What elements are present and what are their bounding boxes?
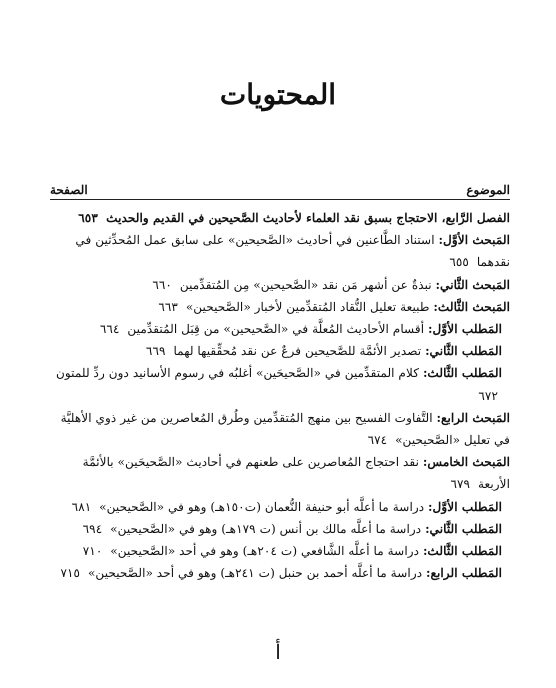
entry-text: كلام المتقدِّمين في «الصَّحيحَين» أغلبُه في رسوم الأسانيد دون ردِّ للمتون [55, 366, 420, 381]
toc-entry [48, 451, 510, 495]
toc-entry [48, 540, 510, 562]
entry-page: ٦٥٣ [78, 211, 98, 225]
entry-page: ٦٦٣ [158, 299, 178, 314]
entry-label: المَطلب الأوَّل: [428, 322, 502, 337]
toc-entry [48, 562, 510, 584]
entry-text: تصدير الأئمَّة للصَّحيحين فرعٌ عن نقد مُحقِّقيها لهما [173, 344, 422, 359]
header-divider [50, 199, 510, 200]
toc-entry [48, 296, 510, 318]
entry-label: المَبحث الثَّاني: [435, 277, 510, 292]
entry-label: المَبحث الخامس: [422, 455, 510, 470]
entry-page: ٦٧٢ [478, 388, 498, 403]
entry-page: ٦٦٠ [152, 277, 172, 292]
entry-label: المَطلب الثَّالث: [422, 544, 502, 559]
entry-text: استناد الطَّاعنين في أحاديث «الصَّحيحين» على سابق عمل المُحدِّثين في نقدهما [75, 233, 510, 270]
toc-header [50, 178, 510, 200]
toc-entry [48, 518, 510, 540]
toc-entry [48, 274, 510, 296]
toc-entry-chapter-4 [48, 207, 510, 229]
entry-label: المَبحث الرابع: [436, 410, 510, 425]
entry-text: دراسة ما أعلَّه مالك بن أنس (ت ١٧٩هـ) وهو في «الصَّحيحين» [110, 521, 422, 536]
toc-entry [48, 229, 510, 273]
page-column-header: الصفحة [50, 183, 88, 197]
entry-page: ٦٩٤ [82, 521, 103, 536]
entry-text: دراسة ما أعلَّه أبو حنيفة النُّعمان (ت١٥٠هـ) وهو في «الصَّحيحين» [99, 499, 425, 514]
entry-label: المَطلب الأوَّل: [428, 499, 502, 514]
entry-label: المَبحث الأوَّل: [438, 233, 510, 248]
entry-text: دراسة ما أعلَّه الشَّافعي (ت ٢٠٤هـ) وهو في أحد «الصَّحيحين» [110, 544, 420, 559]
entry-text: التَّفاوت الفسيح بين منهج المُتقدِّمين وطُرق المُعاصرين من غير ذوي الأهليَّة في تعليل «الصَّحيحين» [60, 410, 510, 448]
toc-entry [48, 496, 510, 518]
entry-page: ٦٨١ [71, 499, 92, 514]
entry-label: المَطلب الثَّاني: [425, 521, 502, 536]
entry-text: الفصل الرَّابع، الاحتجاج بسبق نقد العلماء لأحاديث الصَّحيحين في القديم والحديث [106, 211, 510, 225]
entry-page: ٦٧٩ [450, 477, 471, 492]
entry-text: أقسام الأحاديث المُعلَّة في «الصَّحيحين» من قِبَل المُتقدِّمين [127, 322, 425, 337]
toc-entry [48, 407, 510, 451]
entry-page: ٧١٥ [60, 566, 81, 581]
toc-list [48, 207, 510, 584]
topic-column-header: الموضوع [466, 183, 510, 197]
entry-page: ٦٦٤ [99, 322, 120, 337]
entry-page: ٦٦٩ [145, 344, 166, 359]
entry-page: ٦٧٤ [367, 433, 388, 448]
entry-text: طبيعة تعليل النُّقاد المُتقدِّمين لأخبار «الصَّحيحين» [185, 299, 430, 314]
entry-label: المَبحث الثَّالث: [433, 299, 510, 314]
entry-page: ٧١٠ [82, 544, 103, 559]
page-number: أ [275, 640, 281, 664]
toc-entry [48, 318, 510, 340]
entry-text: نبذةٌ عن أشهر مَن نقد «الصَّحيحين» مِن المُتقدِّمين [179, 277, 432, 292]
entry-page: ٦٥٥ [449, 255, 469, 270]
entry-label: المَطلب الرابع: [426, 566, 502, 581]
entry-text: نقد احتجاج المُعاصرين على طعنهم في أحاديث «الصَّحيحَين» بالأئمَّة الأربعة [82, 455, 510, 492]
entry-label: المَطلب الثَّالث: [422, 366, 502, 381]
entry-text: دراسة ما أعلَّه أحمد بن حنبل (ت ٢٤١هـ) وهو في أحد «الصَّحيحين» [87, 566, 423, 581]
page-title: المحتويات [219, 78, 337, 111]
entry-label: المَطلب الثَّاني: [425, 344, 502, 359]
toc-entry [48, 362, 510, 406]
toc-entry [48, 340, 510, 362]
